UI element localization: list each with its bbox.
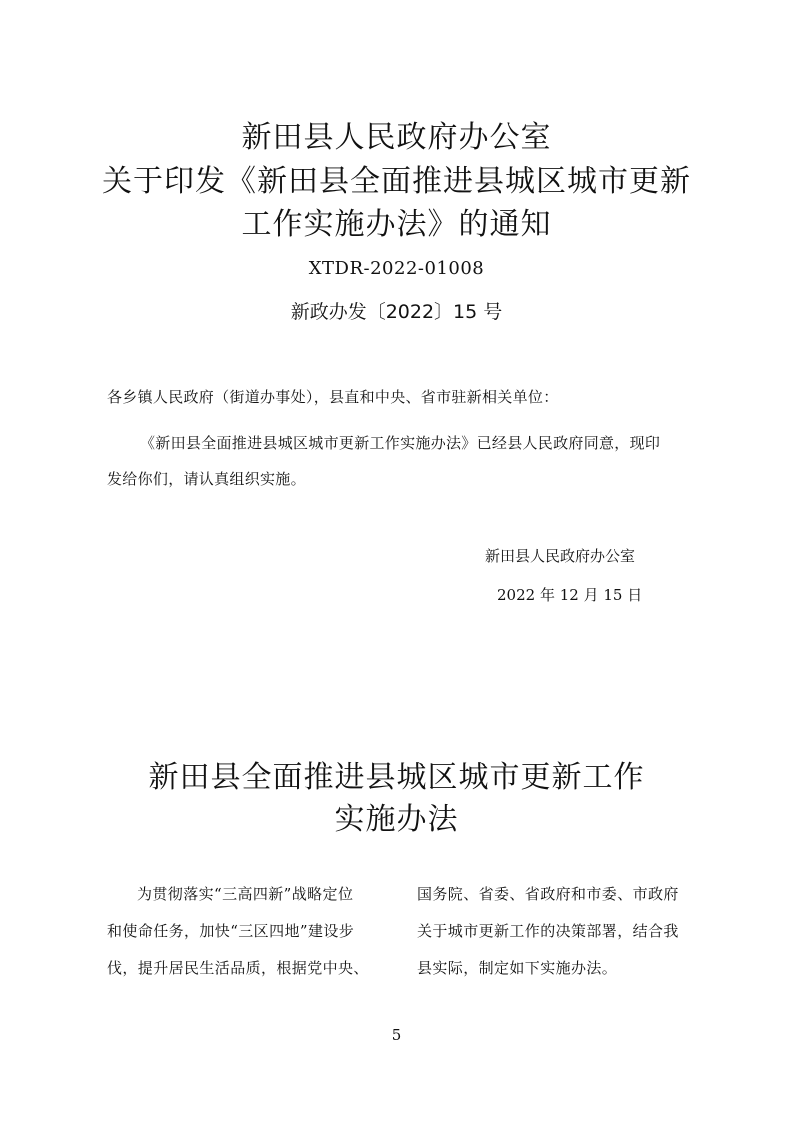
right-column-line-2: 关于城市更新工作的决策部署，结合我 bbox=[417, 922, 679, 940]
notice-body-line-1: 《新田县全面推进县城区城市更新工作实施办法》已经县人民政府同意，现印 bbox=[140, 434, 661, 452]
left-column-line-1: 为贯彻落实“三高四新”战略定位 bbox=[137, 885, 354, 903]
notice-title-line-2: 关于印发《新田县全面推进县城区城市更新 bbox=[102, 164, 691, 199]
right-column bbox=[417, 876, 685, 987]
document-number: 新政办发〔2022〕15 号 bbox=[290, 301, 503, 323]
document-code: XTDR-2022-01008 bbox=[308, 258, 485, 279]
addressee: 各乡镇人民政府（街道办事处），县直和中央、省市驻新相关单位： bbox=[107, 388, 559, 406]
right-column-line-1: 国务院、省委、省政府和市委、市政府 bbox=[417, 885, 679, 903]
page-number: 5 bbox=[391, 1026, 402, 1044]
measures-title-line-1: 新田县全面推进县城区城市更新工作 bbox=[148, 760, 645, 795]
signature: 新田县人民政府办公室 bbox=[485, 547, 636, 565]
left-column-line-2: 和使命任务，加快“三区四地”建设步 bbox=[107, 922, 355, 940]
notice-title-line-1: 新田县人民政府办公室 bbox=[241, 120, 552, 155]
notice-title-line-3: 工作实施办法》的通知 bbox=[241, 207, 552, 242]
measures-title-line-2: 实施办法 bbox=[334, 802, 459, 837]
notice-body-line-2: 发给你们，请认真组织实施。 bbox=[107, 470, 306, 488]
right-column-line-3: 县实际，制定如下实施办法。 bbox=[417, 959, 618, 977]
left-column-line-3: 伐，提升居民生活品质，根据党中央、 bbox=[107, 959, 369, 977]
issue-date: 2022 年 12 月 15 日 bbox=[497, 586, 643, 604]
left-column bbox=[107, 876, 375, 987]
